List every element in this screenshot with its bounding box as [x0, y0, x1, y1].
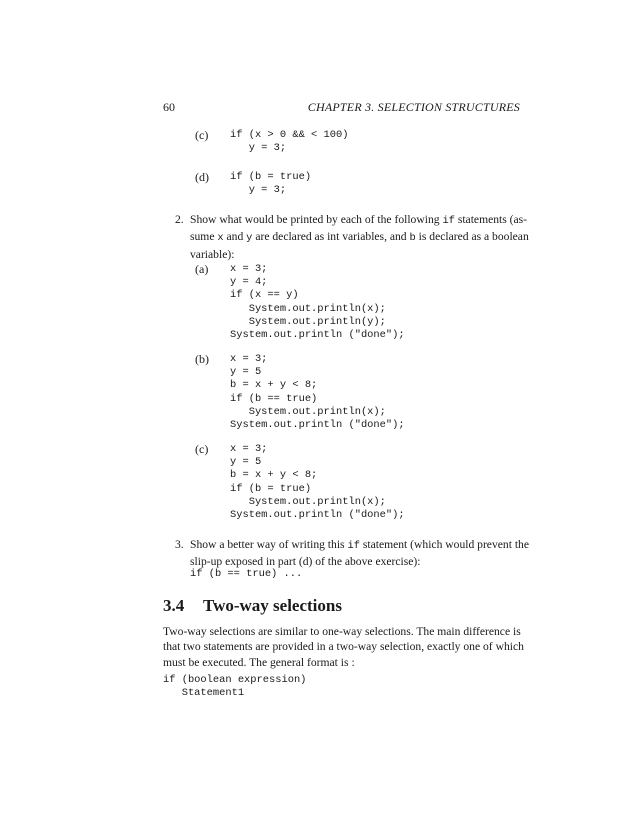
body-line-3: must be executed. The general format is : [163, 655, 355, 669]
code-block-2c: x = 3; y = 5 b = x + y < 8; if (b = true) System.out.println(x); System.out.println ("done"); [230, 443, 405, 522]
body-line-2: that two statements are provided in a two-way selection, exactly one of which [163, 640, 524, 654]
exercise-2-line-1: Show what would be printed by each of the following if statements (as- [190, 213, 528, 227]
page-number: 60 [163, 100, 175, 114]
section-title: Two-way selections [203, 596, 342, 615]
part-label-2b: (b) [195, 352, 209, 366]
code-block-d: if (b = true) y = 3; [230, 171, 312, 197]
exercise-2-line-2: sume x and y are declared as int variables, and b is declared as a boolean [190, 230, 529, 245]
code-block-3: if (b == true) ... [190, 568, 303, 580]
code-block-2a: x = 3; y = 4; if (x == y) System.out.println(x); System.out.println(y); System.out.println ("done"); [230, 263, 405, 342]
part-label-2a: (a) [195, 262, 209, 276]
exercise-number-3: 3. [175, 538, 184, 551]
exercise-number-2: 2. [175, 213, 184, 226]
section-number: 3.4 [163, 596, 185, 615]
exercise-3-line-2: slip-up exposed in part (d) of the above exercise): [190, 555, 421, 569]
code-block-2b: x = 3; y = 5 b = x + y < 8; if (b == true) System.out.println(x); System.out.println ("done"); [230, 353, 405, 432]
part-label-d: (d) [195, 170, 209, 184]
exercise-2-line-3: variable): [190, 247, 235, 261]
part-label-c: (c) [195, 128, 209, 142]
body-paragraph [163, 624, 535, 670]
part-label-2c: (c) [195, 442, 209, 456]
exercise-2-text [190, 212, 535, 262]
exercise-3-text [190, 537, 535, 570]
body-line-1: Two-way selections are similar to one-way selections. The main difference is [163, 625, 521, 638]
code-block-general-format: if (boolean expression) Statement1 [163, 674, 307, 700]
exercise-3-line-1: Show a better way of writing this if statement (which would prevent the [190, 538, 529, 552]
code-block-c: if (x > 0 && < 100) y = 3; [230, 129, 349, 155]
chapter-header: CHAPTER 3. SELECTION STRUCTURES [307, 100, 520, 114]
